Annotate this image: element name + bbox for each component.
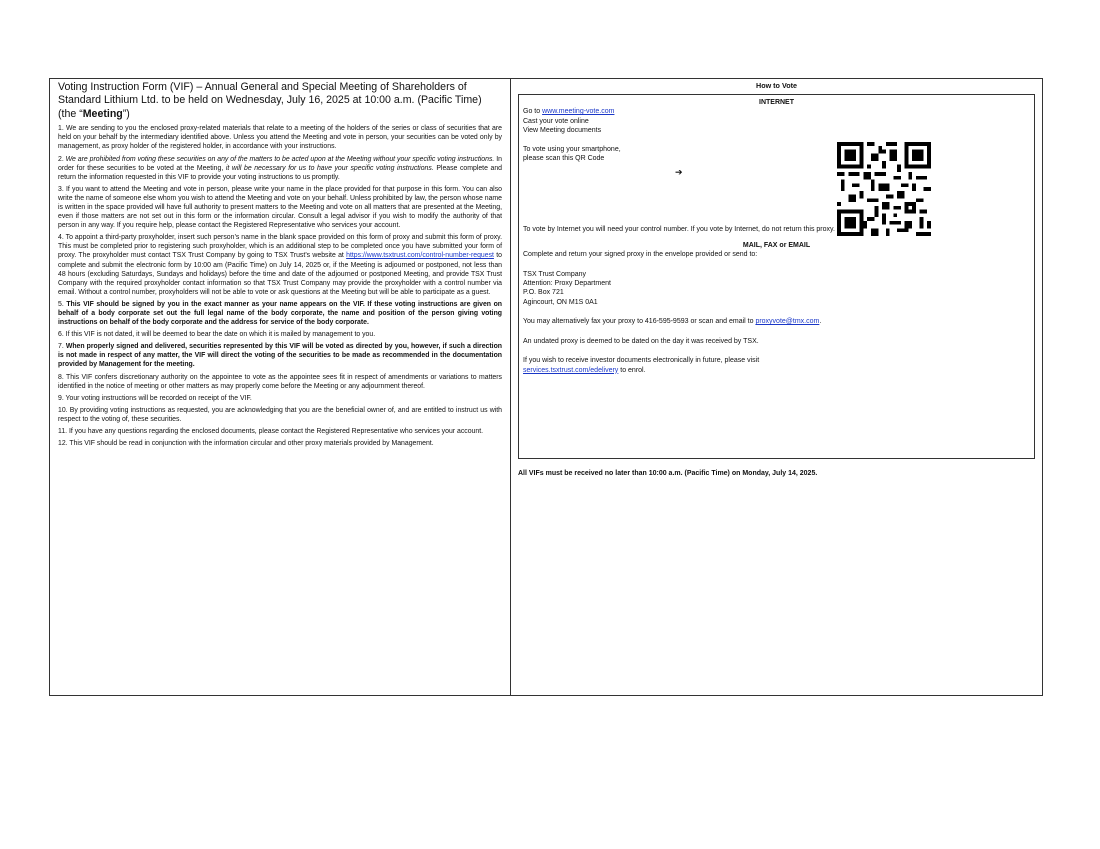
view-docs-text: View Meeting documents <box>523 127 602 135</box>
address-line-3: P.O. Box 721 <box>523 289 564 297</box>
address-line-2: Attention: Proxy Department <box>523 280 611 288</box>
instruction-1: 1. We are sending to you the enclosed proxy-related materials that relate to a meeting of the holders of the series or class of securities that are held on your behalf by the intermediary identified above. Unless you attend the Meeting and vote in person, your securities can be voted only by management, as proxy holder of the registered holder, in accordance with your instructions. <box>58 125 502 151</box>
instruction-10: 10. By providing voting instructions as requested, you are acknowledging that you are the beneficial owner of, and are entitled to instruct us with respect to the voting of, these securities. <box>58 406 502 423</box>
instruction-4: 4. To appoint a third-party proxyholder, insert such person’s name in the blank space provided on this form of proxy and submit this form of proxy. This must be completed prior to registering such proxyholder, which is an additional step to be completed once you have submitted your form of proxy. The proxyholder must contact TSX Trust Company by going to TSX Trust’s website at https://www.tsxtrust.com/control-number-request to complete and submit the electronic form by 10:00 am (Pacific Time) on July 14, 2025 or, if the Meeting is adjourned or postponed, not less than 48 hours (excluding Saturdays, Sundays and holidays) before the time and date of the adjourned or postponed Meeting, and provide TSX Trust Company with the required proxyholder contact information so that TSX Trust Company may provide the proxyholder with a control number via email. Without a control number, proxyholders will not be able to vote or ask questions at the Meeting but will be able to participate as a guest. <box>58 234 502 296</box>
deadline-notice: All VIFs must be received no later than 10:00 a.m. (Pacific Time) on Monday, July 14, 2025. <box>518 470 818 477</box>
go-to-line: Go to www.meeting-vote.com <box>523 108 615 116</box>
instruction-5: 5. This VIF should be signed by you in the exact manner as your name appears on the VIF. If these voting instructions are given on behalf of a body corporate set out the full legal name of the body corporate, the name and position of the person giving voting instructions on behalf of the body corporate and the address for service of the body corporate. <box>58 300 502 327</box>
instruction-12: 12. This VIF should be read in conjunction with the information circular and other proxy materials provided by Management. <box>58 440 434 448</box>
how-to-vote-column <box>511 79 1042 695</box>
meeting-vote-link[interactable]: www.meeting-vote.com <box>542 108 615 116</box>
how-to-vote-heading: How to Vote <box>756 81 797 90</box>
instruction-11: 11. If you have any questions regarding the enclosed documents, please contact the Registered Representative who services your account. <box>58 428 484 436</box>
arrow-right-icon: ➔ <box>675 167 683 177</box>
undated-proxy-text: An undated proxy is deemed to be dated on the day it was received by TSX. <box>523 337 759 345</box>
instruction-6: 6. If this VIF is not dated, it will be deemed to bear the date on which it is mailed by management to you. <box>58 331 376 339</box>
smartphone-text-1: To vote using your smartphone, <box>523 145 621 153</box>
edelivery-text: If you wish to receive investor documents electronically in future, please visit <box>523 357 760 365</box>
instructions-column <box>50 79 511 695</box>
form-title: Voting Instruction Form (VIF) – Annual General and Special Meeting of Shareholders of Standard Lithium Ltd. to be held on Wednesday, July 16, 2025 at 10:00 a.m. (Pacific Time) (the “Meeting”) <box>58 81 482 120</box>
vif-form <box>49 78 1043 696</box>
mail-fax-email-header: MAIL, FAX or EMAIL <box>742 241 811 249</box>
proxyvote-email-link[interactable]: proxyvote@tmx.com <box>755 318 820 326</box>
edelivery-line: services.tsxtrust.com/edelivery to enrol. <box>523 366 646 374</box>
edelivery-link[interactable]: services.tsxtrust.com/edelivery <box>523 366 619 374</box>
complete-return-text: Complete and return your signed proxy in the envelope provided or send to: <box>523 251 758 259</box>
instruction-9: 9. Your voting instructions will be recorded on receipt of the VIF. <box>58 394 252 402</box>
control-number-request-link[interactable]: https://www.tsxtrust.com/control-number-request <box>346 252 494 260</box>
qr-code-icon[interactable] <box>837 142 931 236</box>
cast-vote-text: Cast your vote online <box>523 117 589 125</box>
voting-methods-box <box>518 94 1035 459</box>
smartphone-text-2: please scan this QR Code <box>523 155 605 163</box>
address-line-4: Agincourt, ON M1S 0A1 <box>523 298 598 306</box>
instruction-2: 2. We are prohibited from voting these securities on any of the matters to be acted upon at the Meeting without your specific voting instructions. In order for these securities to be voted at the Meeting, it will be necessary for us to have your specific voting instructions. Please complete and return the information requested in this VIF to provide your voting instructions to us promptly. <box>58 155 502 181</box>
internet-header: INTERNET <box>759 99 794 106</box>
instruction-8: 8. This VIF confers discretionary authority on the appointee to vote as the appointee sees fit in respect of amendments or variations to matters identified in the notice of meeting or other matters as may properly come before the Meeting or any adjournment thereof. <box>58 373 502 390</box>
internet-note: To vote by Internet you will need your control number. If you vote by Internet, do not return this proxy. <box>523 226 835 234</box>
instruction-7: 7. When properly signed and delivered, securities represented by this VIF will be voted as directed by you, however, if such a direction is not made in respect of any matter, the VIF will direct the voting of the securities to be made as recommended in the documentation provided by Management for the meeting. <box>58 343 502 369</box>
address-line-1: TSX Trust Company <box>523 270 587 278</box>
instruction-3: 3. If you want to attend the Meeting and vote in person, please write your name in the place provided for that purpose in this form. You can also write the name of someone else whom you wish to attend the Meeting and vote on your behalf. Unless prohibited by law, the person whose name is written in the space provided will have full authority to present matters to the Meeting and vote on all matters that are presented at the Meeting, even if those matters are not set out in this form or the information circular. Consult a legal advisor if you wish to modify the authority of that person in any way. If you require help, please contact the Registered Representative who services your account. <box>58 185 502 230</box>
fax-email-text: You may alternatively fax your proxy to 416-595-9593 or scan and email to proxyvote@tmx.com. <box>523 318 822 326</box>
